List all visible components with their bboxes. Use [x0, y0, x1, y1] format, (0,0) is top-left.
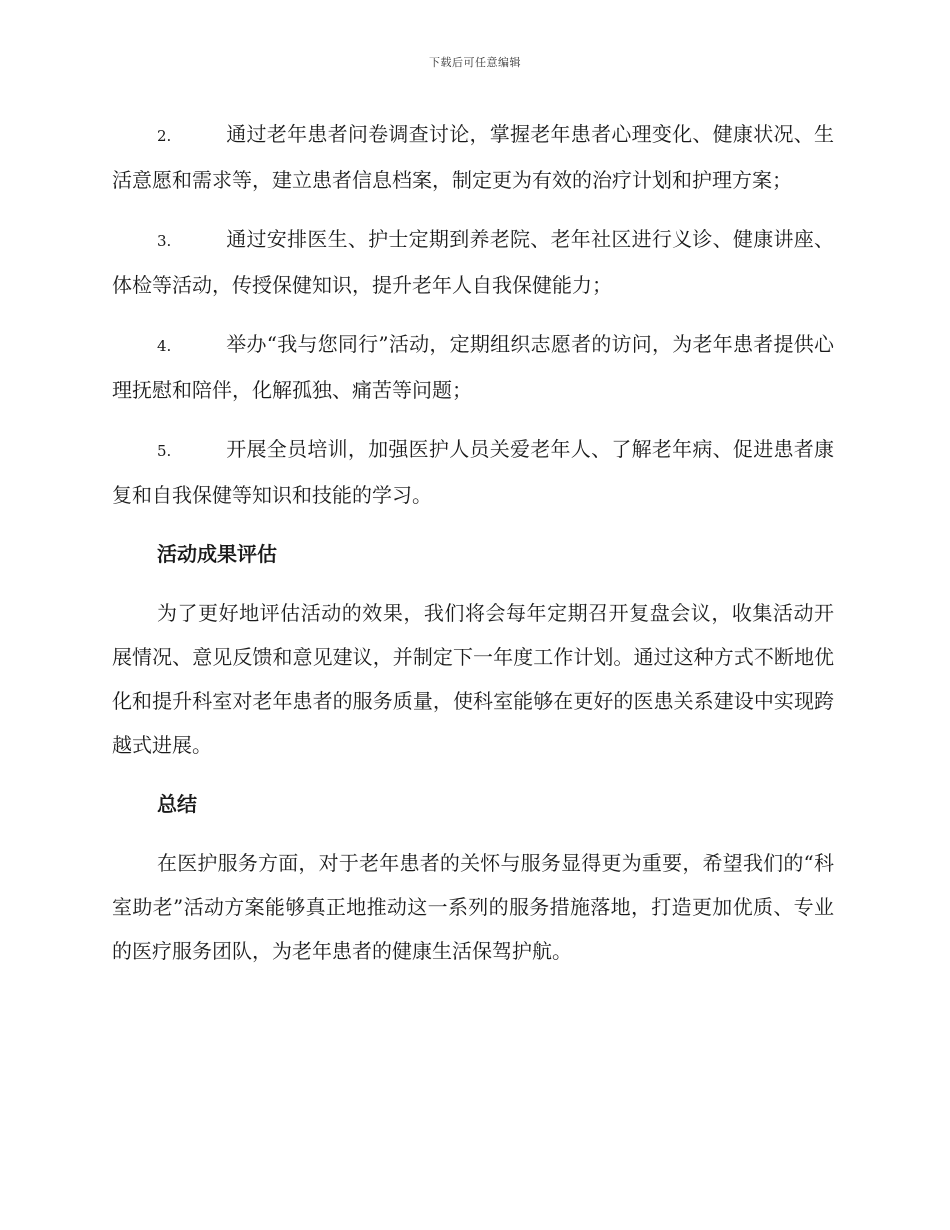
- list-item-text: 通过安排医生、护士定期到养老院、老年社区进行义诊、健康讲座、体检等活动，传授保健知识，提升老年人自我保健能力；: [112, 227, 834, 297]
- list-number: 4.: [157, 337, 172, 355]
- summary-paragraph: 在医护服务方面，对于老年患者的关怀与服务显得更为重要，希望我们的“科室助老”活动方案能够真正地推动这一系列的服务措施落地，打造更加优质、专业的医疗服务团队，为老年患者的健康生活保驾护航。: [112, 851, 834, 963]
- list-number: 3.: [157, 232, 172, 250]
- page-header: 下载后可任意编辑: [429, 56, 521, 69]
- list-item-4: [112, 322, 834, 412]
- list-item-text: 开展全员培训，加强医护人员关爱老年人、了解老年病、促进患者康复和自我保健等知识和技能的学习。: [112, 437, 834, 507]
- list-number: 5.: [157, 442, 172, 460]
- section-heading-summary: 总结: [157, 792, 197, 816]
- list-number: 2.: [157, 127, 172, 145]
- list-item-2: [112, 112, 834, 202]
- list-item-text: 通过老年患者问卷调查讨论，掌握老年患者心理变化、健康状况、生活意愿和需求等，建立患者信息档案，制定更为有效的治疗计划和护理方案；: [112, 122, 834, 192]
- evaluation-paragraph: 为了更好地评估活动的效果，我们将会每年定期召开复盘会议，收集活动开展情况、意见反馈和意见建议，并制定下一年度工作计划。通过这种方式不断地优化和提升科室对老年患者的服务质量，使科室能够在更好的医患关系建设中实现跨越式进展。: [112, 601, 834, 757]
- document-body: [112, 112, 834, 988]
- list-item-text: 举办“我与您同行”活动，定期组织志愿者的访问，为老年患者提供心理抚慰和陪伴，化解孤独、痛苦等问题；: [112, 332, 834, 402]
- list-item-5: [112, 427, 834, 517]
- list-item-3: [112, 217, 834, 307]
- section-heading-evaluation: 活动成果评估: [157, 542, 277, 566]
